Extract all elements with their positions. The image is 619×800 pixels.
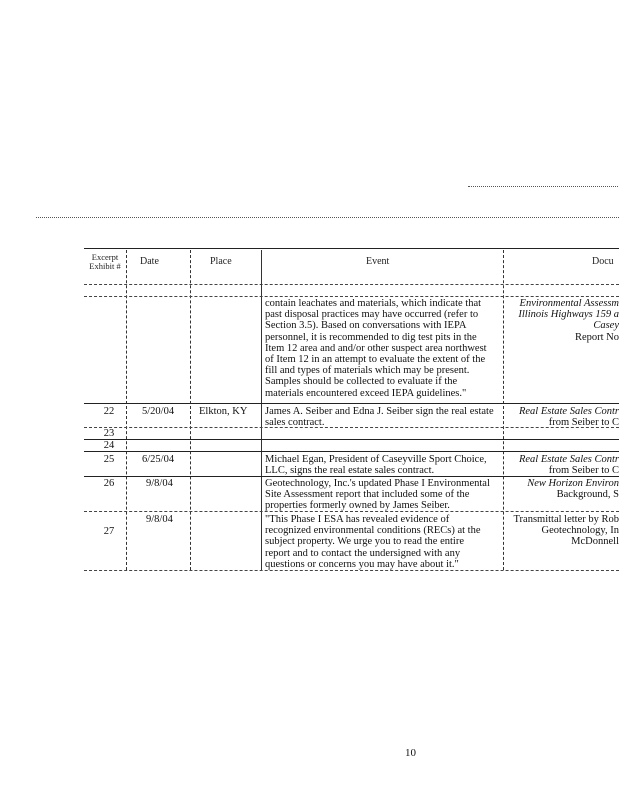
text-line: Michael Egan, President of Caseyville Sport Choice,	[265, 454, 487, 465]
column-header-date: Date	[140, 256, 159, 267]
exhibit-number: 25	[103, 454, 115, 465]
event-cell	[265, 298, 499, 399]
scan-artifact-line	[468, 186, 618, 187]
header-bottom-rule	[84, 284, 619, 285]
text-line: properties formerly owned by James Seiber.	[265, 500, 450, 512]
exhibit-number: 24	[103, 440, 115, 451]
document-cell	[506, 454, 619, 476]
text-line: Environmental Assessm	[519, 298, 619, 309]
text-line: fill and types of materials which may be present.	[265, 365, 470, 377]
text-line: questions or concerns you may have about it."	[265, 558, 459, 570]
text-line: sales contract.	[265, 417, 325, 429]
exhibit-number: 23	[103, 428, 115, 439]
text-line: materials encountered exceed IEPA guidelines."	[265, 387, 467, 399]
event-date: 6/25/04	[142, 454, 175, 465]
event-cell	[265, 406, 499, 428]
text-line: of Item 12 in an attempt to evaluate the extent of the	[265, 354, 486, 366]
text-line: Report No	[574, 331, 619, 343]
scan-artifact-line	[36, 217, 619, 218]
text-line: McDonnell	[571, 536, 619, 548]
exhibit-number: 27	[103, 526, 115, 537]
event-cell	[265, 478, 499, 512]
text-line: New Horizon Environ	[527, 478, 619, 489]
column-separator	[503, 250, 504, 570]
row-rule	[84, 570, 619, 571]
text-line: Real Estate Sales Contr	[518, 406, 619, 417]
text-line: contain leachates and materials, which indicate that	[265, 298, 482, 309]
text-line: Illinois Highways 159 a	[518, 309, 619, 321]
text-line: personnel, it is recommended to dig test pits in the	[265, 331, 477, 343]
event-place: Elkton, KY	[199, 406, 248, 417]
text-line: Geotechnology, In	[541, 525, 619, 537]
text-line: subject property. We urge you to read the entire	[265, 536, 464, 548]
document-cell	[506, 406, 619, 428]
column-separator	[126, 250, 127, 570]
column-header-exhibit: Excerpt Exhibit #	[89, 252, 121, 271]
text-line: Casey	[593, 320, 619, 332]
exhibit-number: 26	[103, 478, 115, 489]
document-cell	[506, 478, 619, 500]
event-cell	[265, 514, 499, 570]
text-line: Real Estate Sales Contr	[518, 454, 619, 465]
text-line: Section 3.5). Based on conversations with IEPA	[265, 320, 467, 332]
document-cell	[506, 298, 619, 343]
document-cell	[506, 514, 619, 548]
text-line: Geotechnology, Inc.'s updated Phase I Environmental	[265, 478, 490, 489]
text-line: LLC, signs the real estate sales contract.	[265, 465, 435, 477]
text-line: Samples should be collected to evaluate if the	[265, 376, 458, 388]
text-line: Transmittal letter by Rob	[513, 514, 619, 525]
text-line: from Seiber to C	[548, 417, 619, 429]
row-rule	[84, 451, 619, 452]
column-header-document: Docu	[592, 256, 614, 267]
row-rule	[84, 439, 619, 440]
row-rule	[84, 403, 619, 404]
column-header-place: Place	[210, 256, 232, 267]
text-line: Background, S	[556, 489, 619, 501]
event-date: 9/8/04	[146, 514, 173, 525]
text-line: from Seiber to C	[548, 465, 619, 477]
row-rule	[84, 296, 619, 297]
page-number: 10	[405, 747, 416, 759]
event-date: 9/8/04	[146, 478, 173, 489]
exhibit-number: 22	[103, 406, 115, 417]
event-date: 5/20/04	[142, 406, 175, 417]
event-cell	[265, 454, 499, 476]
header-top-rule	[84, 248, 619, 249]
column-separator	[261, 250, 262, 570]
text-line: recognized environmental conditions (RECs) at the	[265, 525, 481, 537]
text-line: Site Assessment report that included some of the	[265, 489, 470, 501]
text-line: Item 12 area and and/or other suspect area northwest	[265, 342, 487, 354]
column-separator	[190, 250, 191, 570]
text-line: James A. Seiber and Edna J. Seiber sign the real estate	[265, 406, 494, 417]
text-line: "This Phase I ESA has revealed evidence of	[265, 514, 450, 525]
text-line: report and to contact the undersigned with any	[265, 547, 461, 559]
text-line: past disposal practices may have occurred (refer to	[265, 309, 479, 321]
column-header-event: Event	[366, 256, 390, 267]
